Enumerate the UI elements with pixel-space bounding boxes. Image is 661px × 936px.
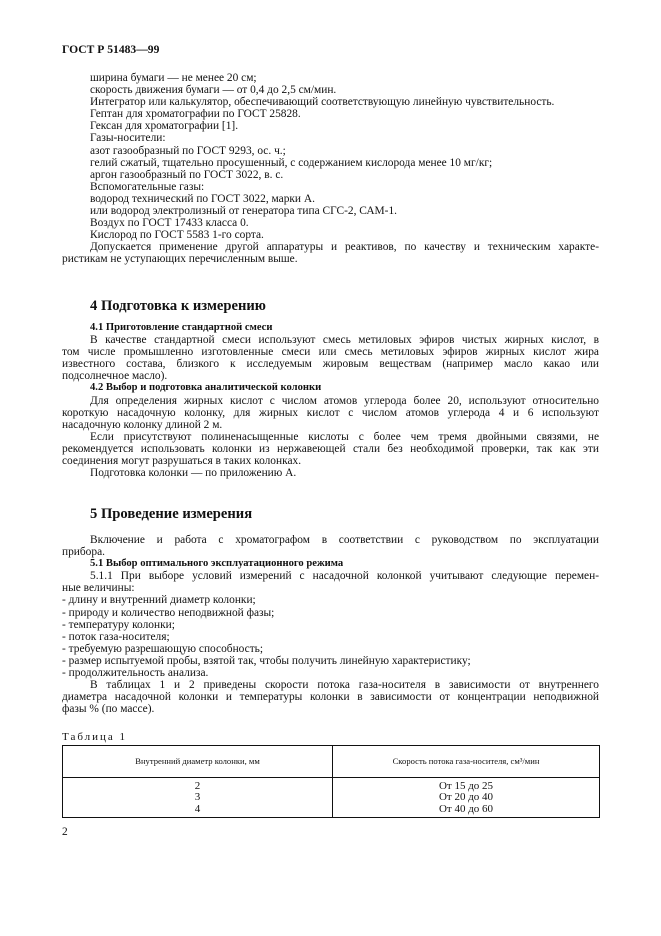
flow-value: От 20 до 40 (438, 791, 494, 804)
equipment-line: ширина бумаги — не менее 20 см; (90, 72, 257, 84)
paragraph-line: том числе промышленно изготовленные смеси или смесь метиловых эфиров жирных кислот жира (62, 346, 599, 359)
diameter-value: 4 (194, 802, 201, 815)
paragraph-line: насадочную колонку длиной 2 м. (62, 418, 223, 431)
list-item: - требуемую разрешающую способность; (62, 642, 264, 655)
list-item: - поток газа-носителя; (62, 630, 170, 643)
list-item: - размер испытуемой пробы, взятой так, чтобы получить линейную характеристику; (62, 654, 471, 667)
section-4-title: 4 Подготовка к измерению (90, 298, 266, 314)
paragraph-line: Включение и работа с хроматографом в соответствии с руководством по эксплуатации (90, 534, 599, 546)
paragraph-line: Для определения жирных кислот с числом атомов углерода более 20, используют относительно (90, 394, 599, 407)
section-4-body (62, 322, 599, 479)
column-header-flow: Скорость потока газа-носителя, см³/мин (333, 746, 600, 778)
paragraph-line: фазы % (по массе). (62, 703, 155, 716)
column-header-diameter: Внутренний диаметр колонки, мм (63, 746, 333, 778)
table-caption: Таблица 1 (62, 731, 128, 743)
flow-value: От 15 до 25 (438, 780, 494, 792)
diameter-value: 2 (194, 780, 201, 792)
diameter-cell (63, 778, 333, 818)
paragraph-line: 5.1.1 При выборе условий измерений с насадочной колонкой учитывают следующие перемен- (90, 570, 599, 583)
equipment-line: скорость движения бумаги — от 0,4 до 2,5 см/мин. (90, 84, 337, 97)
paragraph-line: короткую насадочную колонку, для жирных кислот с числом атомов углерода 4 и 6 используют (62, 406, 599, 419)
paragraph-line: В качестве стандартной смеси используют смесь метиловых эфиров чистых жирных кислот, в (90, 334, 599, 347)
equipment-line: или водород электролизный от генератора типа СГС-2, САМ-1. (90, 205, 398, 218)
equipment-line: Интегратор или калькулятор, обеспечивающий соответствующую линейную чувствительность. (90, 96, 555, 109)
document-code: ГОСТ Р 51483—99 (62, 43, 160, 56)
equipment-line: Кислород по ГОСТ 5583 1-го сорта. (90, 229, 264, 242)
note-line: ристикам не уступающих перечисленным выше. (62, 253, 298, 266)
table-1 (62, 745, 600, 818)
paragraph-line: диаметра насадочной колонки и температуры колонки в зависимости от концентрации неподвижной (62, 691, 599, 704)
paragraph-line: В таблицах 1 и 2 приведены скорости потока газа-носителя в зависимости от внутреннего (90, 679, 599, 692)
paragraph-line: соединения могут разрушаться в таких колонках. (62, 455, 302, 468)
list-item: - продолжительность анализа. (62, 667, 209, 680)
equipment-line: Гептан для хроматографии по ГОСТ 25828. (90, 108, 301, 121)
paragraph-line: известного состава, близкого к исследуемым жировым веществам (например масло какао или (62, 358, 599, 371)
equipment-line: Гексан для хроматографии [1]. (90, 120, 239, 133)
table-header-row (63, 746, 600, 778)
equipment-line: азот газообразный по ГОСТ 9293, ос. ч.; (90, 144, 286, 157)
section-5-body (62, 534, 599, 715)
equipment-line: Газы-носители: (90, 132, 166, 145)
list-item: - длину и внутренний диаметр колонки; (62, 594, 256, 607)
list-item: - природу и количество неподвижной фазы; (62, 606, 275, 619)
subsection-4-1-title: 4.1 Приготовление стандартной смеси (90, 322, 273, 333)
section-5-title: 5 Проведение измерения (90, 506, 253, 522)
equipment-line: гелий сжатый, тщательно просушенный, с содержанием кислорода менее 10 мг/кг; (90, 156, 493, 169)
equipment-line: Вспомогательные газы: (90, 180, 205, 193)
page-number: 2 (62, 826, 68, 838)
note-line: Допускается применение другой аппаратуры и реактивов, по качеству и техническим характе- (90, 241, 599, 254)
equipment-line: водород технический по ГОСТ 3022, марки А. (90, 192, 315, 205)
flow-value: От 40 до 60 (438, 802, 494, 815)
equipment-line: Воздух по ГОСТ 17433 класса 0. (90, 217, 249, 230)
paragraph-line: Подготовка колонки — по приложению А. (90, 467, 297, 480)
paragraph-line: прибора. (62, 546, 105, 559)
subsection-5-1-title: 5.1 Выбор оптимального эксплуатационного режима (90, 558, 344, 570)
paragraph-line: ные величины: (62, 582, 135, 595)
equipment-list (62, 72, 599, 266)
table-row (63, 778, 600, 818)
paragraph-line: рекомендуется использовать колонки из нержавеющей стали без необходимой проверки, так как эти (62, 442, 599, 455)
flow-cell (333, 778, 600, 818)
list-item: - температуру колонки; (62, 618, 175, 631)
diameter-value: 3 (194, 791, 201, 804)
paragraph-line: подсолнечное масло). (62, 370, 168, 383)
subsection-4-2-title: 4.2 Выбор и подготовка аналитической колонки (90, 382, 322, 394)
equipment-line: аргон газообразный по ГОСТ 3022, в. с. (90, 168, 284, 181)
paragraph-line: Если присутствуют полиненасыщенные кислоты с более чем тремя двойными связями, не (90, 430, 599, 443)
